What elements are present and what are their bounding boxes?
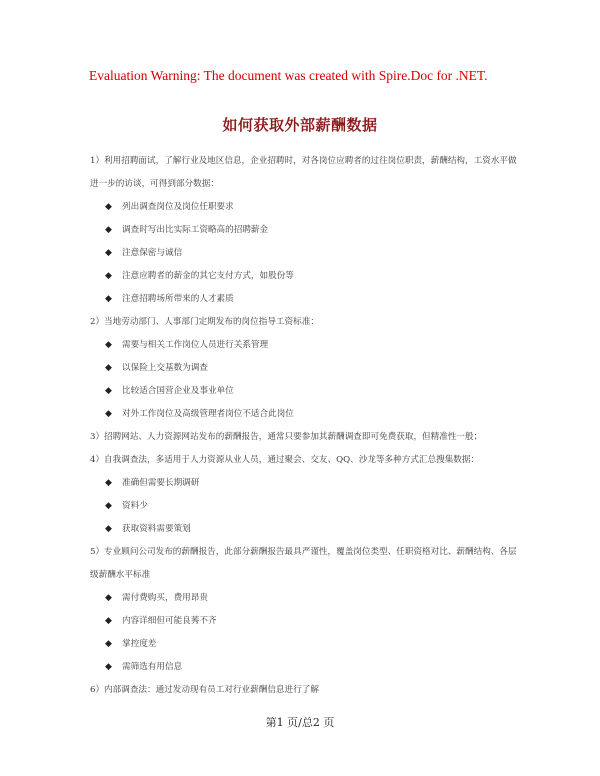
evaluation-warning: Evaluation Warning: The document was created with Spire.Doc for .NET. — [89, 68, 488, 83]
list-item: ◆ 掌控度差 — [90, 633, 520, 656]
list-item: ◆ 注意招聘场所带来的人才素质 — [90, 288, 520, 311]
list-item: ◆ 注意保密与诚信 — [90, 242, 520, 265]
list-item: ◆ 需付费购买，费用昂贵 — [90, 587, 520, 610]
list-item: ◆ 注意应聘者的薪金的其它支付方式，如股份等 — [90, 265, 520, 288]
diamond-bullet-icon: ◆ — [105, 294, 112, 304]
diamond-bullet-icon: ◆ — [105, 202, 112, 212]
diamond-bullet-icon: ◆ — [105, 386, 112, 396]
diamond-bullet-icon: ◆ — [105, 363, 112, 373]
diamond-bullet-icon: ◆ — [105, 271, 112, 281]
diamond-bullet-icon: ◆ — [105, 340, 112, 350]
diamond-bullet-icon: ◆ — [105, 478, 112, 488]
section-2-bullets — [90, 334, 520, 426]
section-3-text: 3）招聘网站、人力资源网站发布的薪酬报告，通常只要参加其薪酬调查即可免费获取，但精准性一般； — [90, 432, 483, 442]
list-item: ◆ 需要与相关工作岗位人员进行关系管理 — [90, 334, 520, 357]
list-item: ◆ 内容详细但可能良莠不齐 — [90, 610, 520, 633]
list-item: ◆ 需筛选有用信息 — [90, 656, 520, 679]
page-footer: 第1 页/总2 页 — [265, 716, 335, 729]
list-item: ◆ 调查时写出比实际工资略高的招聘薪金 — [90, 219, 520, 242]
diamond-bullet-icon: ◆ — [105, 662, 112, 672]
section-4-text: 4）自我调查法，多适用于人力资源从业人员，通过聚会、交友、QQ、沙龙等多种方式汇总搜集数据： — [90, 455, 480, 465]
section-1-text: 1）利用招聘面试，了解行业及地区信息，企业招聘时，对各岗位应聘者的过往岗位职责，薪酬结构，工资水平做进一步的访谈，可得到部分数据： — [90, 156, 517, 189]
diamond-bullet-icon: ◆ — [105, 639, 112, 649]
diamond-bullet-icon: ◆ — [105, 524, 112, 534]
section-6-text: 6）内部调查法：通过发动现有员工对行业薪酬信息进行了解 — [90, 685, 319, 695]
list-item: ◆ 获取资料需要策划 — [90, 518, 520, 541]
list-item: ◆ 资料少 — [90, 495, 520, 518]
section-5-text: 5）专业顾问公司发布的薪酬报告，此部分薪酬报告最具严谨性，覆盖岗位类型、任职资格对比、薪酬结构、各层级薪酬水平标准 — [90, 547, 517, 580]
section-4-bullets — [90, 472, 520, 541]
list-item: ◆ 比较适合国营企业及事业单位 — [90, 380, 520, 403]
diamond-bullet-icon: ◆ — [105, 409, 112, 419]
diamond-bullet-icon: ◆ — [105, 501, 112, 511]
document-title: 如何获取外部薪酬数据 — [222, 116, 378, 134]
document-body — [90, 150, 520, 702]
list-item: ◆ 列出调查岗位及岗位任职要求 — [90, 196, 520, 219]
diamond-bullet-icon: ◆ — [105, 225, 112, 235]
list-item: ◆ 对外工作岗位及高级管理者岗位不适合此岗位 — [90, 403, 520, 426]
diamond-bullet-icon: ◆ — [105, 616, 112, 626]
diamond-bullet-icon: ◆ — [105, 593, 112, 603]
diamond-bullet-icon: ◆ — [105, 248, 112, 258]
section-5-bullets — [90, 587, 520, 679]
list-item: ◆ 以保险上交基数为调查 — [90, 357, 520, 380]
list-item: ◆ 准确但需要长期调研 — [90, 472, 520, 495]
section-2-text: 2）当地劳动部门、人事部门定期发布的岗位指导工资标准： — [90, 317, 319, 327]
section-1-bullets — [90, 196, 520, 311]
